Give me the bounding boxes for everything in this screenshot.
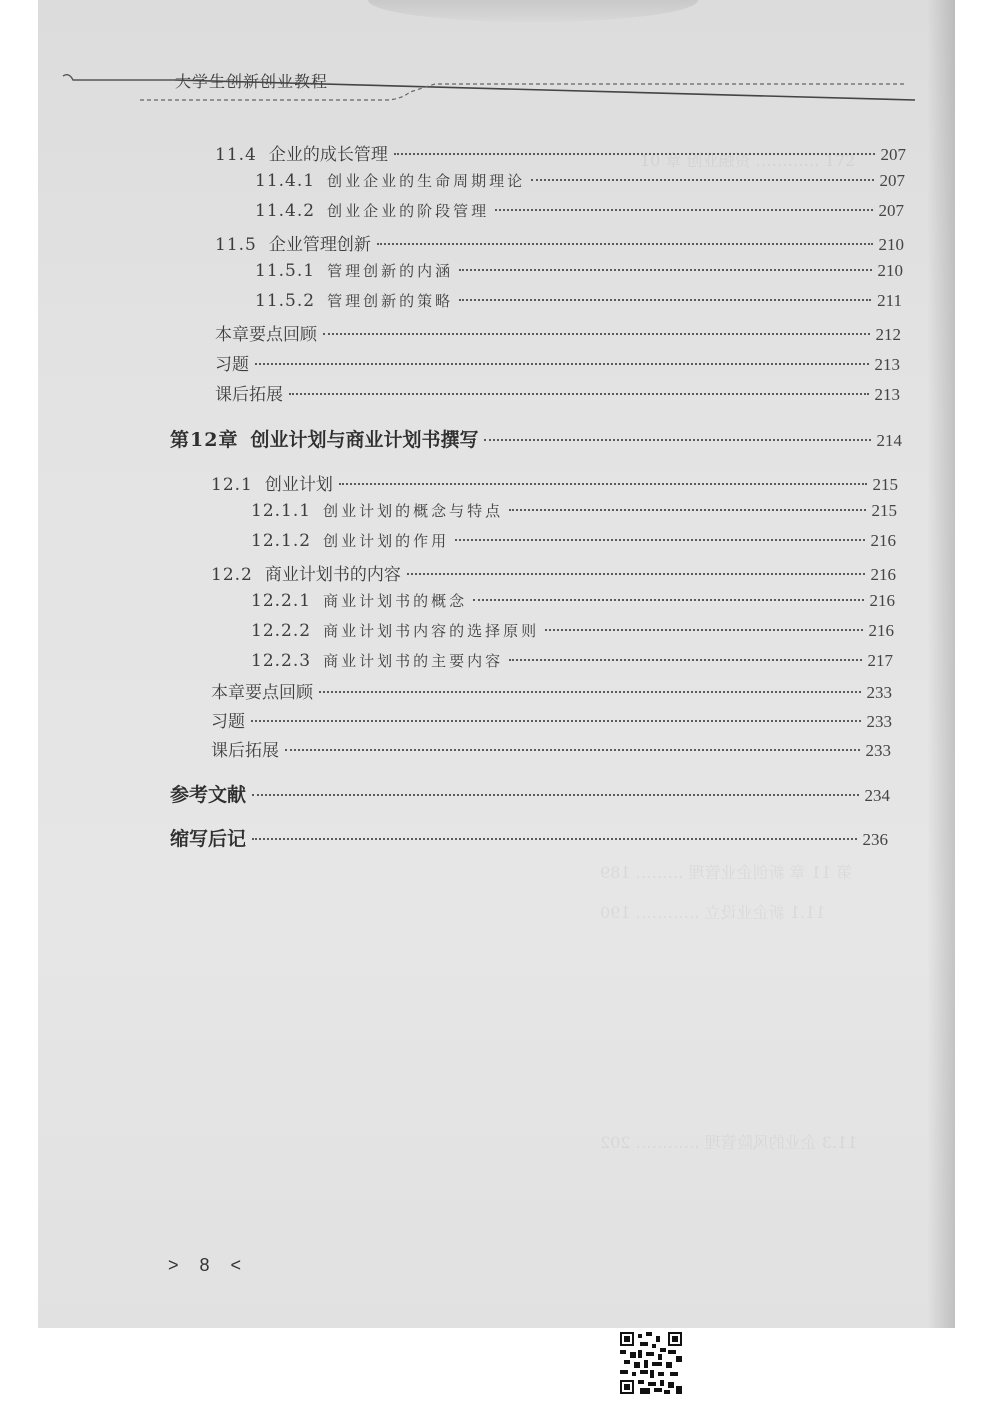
bleed-through-text: 10 章 创业融资 ………… 172	[640, 151, 856, 170]
toc-entry-number: 11.5.2	[255, 291, 316, 311]
toc-entry-page: 210	[878, 235, 904, 254]
toc-entry-title: 商业计划书的内容	[264, 565, 401, 585]
toc-entry-title: 创业计划与商业计划书撰写	[250, 429, 479, 451]
toc-entry-page: 214	[876, 431, 902, 450]
toc-entry	[211, 707, 892, 733]
toc-leader-dots	[473, 599, 863, 601]
toc-entry-page: 212	[875, 325, 901, 344]
toc-entry-title: 课后拓展	[215, 385, 283, 405]
toc-entry-number: 12.1.2	[251, 531, 312, 551]
toc-entry-number: 11.4.1	[255, 171, 316, 191]
toc-entry-page: 215	[872, 475, 898, 494]
toc-entry-title: 商业计划书的主要内容	[323, 652, 504, 670]
toc-entry-page: 217	[867, 651, 893, 670]
bleed-through-text: 11.1 新企业设立 ………… 190	[600, 903, 826, 922]
toc-entry-page: 213	[874, 355, 900, 374]
toc-entry	[251, 530, 896, 556]
toc-entry-page: 215	[871, 501, 897, 520]
toc-entry	[215, 320, 901, 346]
toc-entry	[251, 650, 893, 676]
toc-entry	[215, 350, 900, 376]
toc-leader-dots	[394, 153, 875, 155]
bleed-through-text: 11.3 企业的风险管理 ………… 202	[600, 1133, 858, 1152]
toc-entry-title: 参考文献	[170, 784, 247, 806]
toc-entry-title: 商业计划书内容的选择原则	[323, 622, 540, 640]
toc-entry	[211, 678, 892, 704]
toc-entry	[211, 560, 896, 586]
page-number: > 8 <	[168, 1255, 250, 1275]
toc-entry	[211, 470, 898, 496]
toc-entry-page: 207	[879, 171, 905, 190]
toc-entry-number: 12.2.1	[251, 591, 312, 611]
toc-entry	[215, 140, 906, 166]
qr-code-icon	[620, 1332, 682, 1394]
toc-entry-page: 210	[877, 261, 903, 280]
toc-entry-title: 商业计划书的概念	[323, 592, 468, 610]
toc-leader-dots	[459, 299, 871, 301]
toc-entry-title: 企业的成长管理	[268, 145, 388, 165]
toc-entry	[170, 425, 902, 451]
toc-leader-dots	[319, 691, 861, 693]
toc-entry	[255, 170, 905, 196]
toc-entry-number: 12.2	[211, 565, 253, 585]
toc-leader-dots	[289, 393, 869, 395]
bleed-through-text: 第 11 章 新创企业管理 ……… 189	[600, 863, 853, 882]
toc-entry-title: 本章要点回顾	[215, 325, 317, 345]
toc-entry	[255, 200, 904, 226]
toc-entry-page: 236	[862, 830, 888, 849]
toc-entry-page: 234	[864, 786, 890, 805]
toc-entry-title: 创业计划的作用	[323, 532, 450, 550]
toc-entry	[211, 736, 891, 762]
toc-leader-dots	[252, 794, 858, 796]
toc-entry-number: 11.4.2	[255, 201, 316, 221]
toc-leader-dots	[285, 749, 860, 751]
toc-entry-title: 创业企业的生命周期理论	[327, 172, 526, 190]
toc-entry-page: 216	[868, 621, 894, 640]
toc-entry-title: 创业企业的阶段管理	[327, 202, 490, 220]
toc-leader-dots	[545, 629, 862, 631]
toc-entry-title: 创业计划的概念与特点	[323, 502, 504, 520]
toc-entry-number: 12.1.1	[251, 501, 312, 521]
toc-entry-title: 习题	[215, 355, 249, 375]
toc-entry	[215, 230, 904, 256]
toc-leader-dots	[339, 483, 867, 485]
toc-entry-title: 管理创新的策略	[327, 292, 454, 310]
toc-entry-title: 创业计划	[264, 475, 333, 495]
toc-entry-number: 11.5	[215, 235, 257, 255]
toc-entry-page: 216	[870, 565, 896, 584]
toc-entry-page: 233	[865, 741, 891, 760]
toc-entry-page: 216	[869, 591, 895, 610]
toc-leader-dots	[509, 509, 865, 511]
toc-entry-title: 管理创新的内涵	[327, 262, 454, 280]
toc-leader-dots	[459, 269, 871, 271]
toc-entry	[170, 824, 888, 850]
toc-entry-page: 211	[877, 291, 902, 310]
toc-entry	[251, 590, 895, 616]
toc-entry-page: 207	[878, 201, 904, 220]
toc-entry-title: 习题	[211, 712, 245, 732]
toc-entry-title: 课后拓展	[211, 741, 279, 761]
toc-entry	[215, 380, 900, 406]
toc-leader-dots	[252, 838, 856, 840]
toc-entry-number: 12.2.2	[251, 621, 312, 641]
toc-entry-number: 11.4	[215, 145, 257, 165]
toc-entry	[251, 500, 897, 526]
toc-entry-number: 12.2.3	[251, 651, 312, 671]
running-header-title: 大学生创新创业教程	[175, 72, 329, 91]
toc-entry-number: 11.5.1	[255, 261, 316, 281]
toc-entry-page: 233	[866, 712, 892, 731]
toc-entry-page: 216	[870, 531, 896, 550]
toc-entry-number: 第12章	[170, 429, 239, 451]
header-rule-ornament	[55, 70, 915, 112]
toc-leader-dots	[509, 659, 861, 661]
toc-entry	[255, 290, 902, 316]
toc-leader-dots	[495, 209, 872, 211]
toc-leader-dots	[531, 179, 873, 181]
toc-entry-title: 本章要点回顾	[211, 683, 313, 703]
toc-entry	[251, 620, 894, 646]
toc-entry-title: 缩写后记	[170, 828, 247, 850]
toc-entry-page: 233	[866, 683, 892, 702]
toc-entry-title: 企业管理创新	[268, 235, 371, 255]
toc-entry-page: 213	[874, 385, 900, 404]
toc-entry-number: 12.1	[211, 475, 253, 495]
toc-entry-page: 207	[880, 145, 906, 164]
toc-leader-dots	[484, 439, 870, 441]
toc-leader-dots	[455, 539, 864, 541]
toc-leader-dots	[251, 720, 861, 722]
toc-leader-dots	[377, 243, 873, 245]
toc-leader-dots	[407, 573, 865, 575]
toc-entry	[170, 780, 890, 806]
toc-leader-dots	[255, 363, 869, 365]
toc-leader-dots	[323, 333, 870, 335]
page-fold-shadow	[368, 0, 698, 22]
page-edge-shadow	[927, 0, 955, 1328]
toc-entry	[255, 260, 903, 286]
